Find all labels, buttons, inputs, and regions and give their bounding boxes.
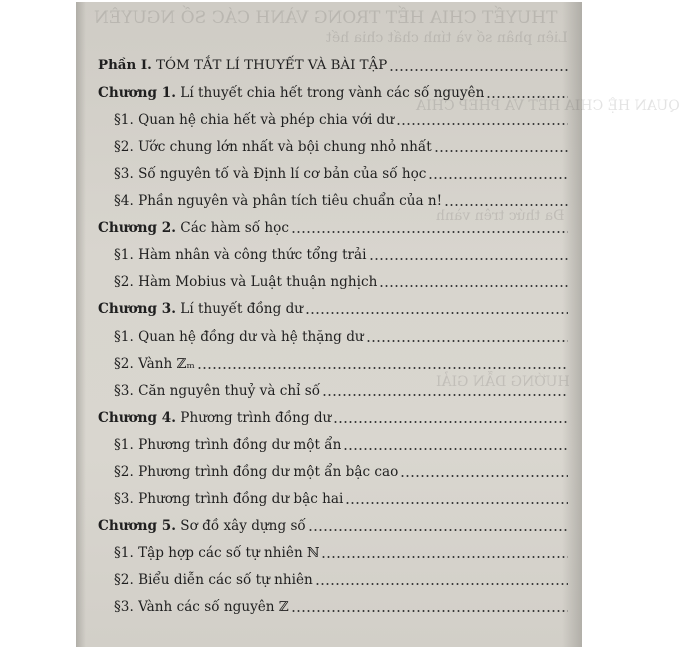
toc-part-heading xyxy=(98,48,568,75)
chapter-title: Phương trình đồng dư xyxy=(180,409,332,426)
dot-leader xyxy=(379,285,568,287)
toc-section xyxy=(98,373,568,400)
chapter-prefix: Chương 5. xyxy=(98,517,176,534)
toc-chapter xyxy=(98,210,568,237)
dot-leader xyxy=(308,529,568,531)
dot-leader xyxy=(366,340,568,342)
chapter-title: Các hàm số học xyxy=(180,220,289,237)
dot-leader xyxy=(428,177,568,179)
dot-leader xyxy=(291,610,568,612)
page-shadow-left xyxy=(76,2,86,647)
dot-leader xyxy=(444,204,568,206)
toc-chapter xyxy=(98,508,568,535)
section-title: §1. Quan hệ chia hết và phép chia với dư xyxy=(114,112,395,129)
toc-section xyxy=(98,156,568,183)
chapter-prefix: Chương 3. xyxy=(98,301,176,318)
chapter-prefix: Chương 2. xyxy=(98,220,176,237)
section-title: §3. Phương trình đồng dư bậc hai xyxy=(114,490,344,507)
dot-leader xyxy=(389,69,568,71)
toc-section xyxy=(98,562,568,589)
dot-leader xyxy=(486,96,568,98)
section-title: §3. Số nguyên tố và Định lí cơ bản của số học xyxy=(114,166,427,183)
section-title: §1. Phương trình đồng dư một ẩn xyxy=(114,436,342,453)
dot-leader xyxy=(322,394,568,396)
chapter-title: Sơ đồ xây dựng số xyxy=(180,517,306,534)
toc-section xyxy=(98,481,568,508)
toc-section xyxy=(98,318,568,345)
section-title: §2. Vành ℤₘ xyxy=(114,355,195,372)
chapter-prefix: Chương 4. xyxy=(98,409,176,426)
dot-leader xyxy=(305,312,568,314)
bleed-line: QUAN xyxy=(634,98,680,114)
part-prefix: Phần I. xyxy=(98,57,152,74)
chapter-title: Lí thuyết chia hết trong vành các số nguyên xyxy=(180,85,485,102)
section-title: §2. Biểu diễn các số tự nhiên xyxy=(114,571,313,588)
section-title: §2. Hàm Mobius và Luật thuận nghịch xyxy=(114,274,378,291)
dot-leader xyxy=(321,556,568,558)
section-title: §1. Quan hệ đồng dư và hệ thặng dư xyxy=(114,328,364,345)
dot-leader xyxy=(291,231,568,233)
toc-chapter xyxy=(98,291,568,318)
dot-leader xyxy=(333,421,568,423)
section-title: §3. Vành các số nguyên ℤ xyxy=(114,598,289,615)
part-title: TÓM TẮT LÍ THUYẾT VÀ BÀI TẬP xyxy=(156,58,388,74)
dot-leader xyxy=(400,475,568,477)
toc-section xyxy=(98,346,568,373)
toc-chapter xyxy=(98,400,568,427)
toc-section xyxy=(98,427,568,454)
chapter-title: Lí thuyết đồng dư xyxy=(180,301,304,318)
section-title: §3. Căn nguyên thuỷ và chỉ số xyxy=(114,382,321,399)
toc-section xyxy=(98,237,568,264)
section-title: §2. Ước chung lớn nhất và bội chung nhỏ nhất xyxy=(114,139,432,156)
toc-section xyxy=(98,535,568,562)
toc-chapter xyxy=(98,75,568,102)
toc-section xyxy=(98,454,568,481)
table-of-contents xyxy=(98,48,568,616)
toc-section xyxy=(98,264,568,291)
dot-leader xyxy=(434,150,568,152)
section-title: §4. Phần nguyên và phân tích tiêu chuẩn của n! xyxy=(114,193,443,210)
toc-section xyxy=(98,129,568,156)
toc-section xyxy=(98,102,568,129)
dot-leader xyxy=(396,123,568,125)
section-title: §1. Tập hợp các số tự nhiên ℕ xyxy=(114,544,320,561)
toc-section xyxy=(98,183,568,210)
section-title: §1. Hàm nhân và công thức tổng trải xyxy=(114,247,367,264)
dot-leader xyxy=(315,583,568,585)
section-title: §2. Phương trình đồng dư một ẩn bậc cao xyxy=(114,463,399,480)
dot-leader xyxy=(343,448,568,450)
toc-section xyxy=(98,589,568,616)
dot-leader xyxy=(345,502,568,504)
dot-leader xyxy=(197,367,568,369)
dot-leader xyxy=(369,258,568,260)
chapter-prefix: Chương 1. xyxy=(98,85,176,102)
